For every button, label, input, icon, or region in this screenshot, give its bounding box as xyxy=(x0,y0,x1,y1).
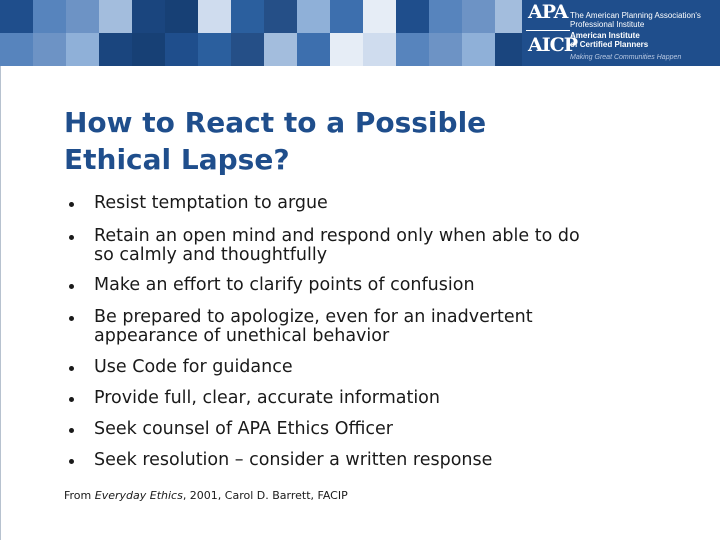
bullet-dot xyxy=(69,284,74,289)
mosaic-tile xyxy=(132,0,165,33)
mosaic-tile xyxy=(330,33,363,66)
bullet-item: Seek counsel of APA Ethics Officer xyxy=(64,420,664,439)
mosaic-tile xyxy=(297,33,330,66)
mosaic-tile xyxy=(66,33,99,66)
mosaic-tile xyxy=(132,33,165,66)
bullet-item: Use Code for guidance xyxy=(64,358,664,377)
bullet-dot xyxy=(69,397,74,402)
source-citation: From Everyday Ethics, 2001, Carol D. Barrett, FACIP xyxy=(64,489,348,502)
title-line-1: How to React to a Possible xyxy=(64,106,487,139)
bullet-dot xyxy=(69,202,74,207)
mosaic-tile xyxy=(429,33,462,66)
bullet-dot xyxy=(69,366,74,371)
mosaic-tile xyxy=(198,0,231,33)
bullet-item: Resist temptation to argue xyxy=(64,194,664,213)
left-border xyxy=(0,66,1,540)
mosaic-tile xyxy=(363,0,396,33)
apa-aicp-logo xyxy=(522,0,720,66)
mosaic-tile xyxy=(66,0,99,33)
bullet-dot xyxy=(69,235,74,240)
mosaic-tile xyxy=(363,33,396,66)
mosaic-tile xyxy=(396,0,429,33)
source-title: Everyday Ethics xyxy=(94,489,183,502)
bullet-item: Seek resolution – consider a written response xyxy=(64,451,664,470)
mosaic-tile xyxy=(264,0,297,33)
mosaic-tile xyxy=(396,33,429,66)
bullet-item: Provide full, clear, accurate information xyxy=(64,389,664,408)
mosaic-tile xyxy=(33,33,66,66)
mosaic-tile xyxy=(264,33,297,66)
bullet-item: Make an effort to clarify points of confusion xyxy=(64,276,664,295)
aicp-logo-mark: AICP xyxy=(528,34,578,56)
org-line-3: American Institute xyxy=(570,31,640,40)
mosaic-tile xyxy=(462,33,495,66)
title-line-2: Ethical Lapse? xyxy=(64,143,290,176)
org-line-2: Professional Institute xyxy=(570,20,645,29)
bullet-dot xyxy=(69,316,74,321)
mosaic-tile xyxy=(165,0,198,33)
bullet-dot xyxy=(69,428,74,433)
bullet-dot xyxy=(69,459,74,464)
tagline: Making Great Communities Happen xyxy=(570,54,682,61)
mosaic-tile xyxy=(0,33,33,66)
bullet-item: Retain an open mind and respond only when able to do so calmly and thoughtfully xyxy=(64,227,664,265)
mosaic-tile xyxy=(198,33,231,66)
org-line-1: The American Planning Association's xyxy=(570,11,701,20)
mosaic-tile xyxy=(0,0,33,33)
header-banner xyxy=(0,0,720,66)
mosaic-tile xyxy=(99,0,132,33)
mosaic-tile xyxy=(99,33,132,66)
mosaic-tile xyxy=(231,0,264,33)
mosaic-tile xyxy=(297,0,330,33)
slide-title xyxy=(64,104,624,178)
bullet-item: Be prepared to apologize, even for an inadvertent appearance of unethical behavior xyxy=(64,308,664,346)
mosaic-tile xyxy=(231,33,264,66)
mosaic-tile xyxy=(33,0,66,33)
mosaic-tile xyxy=(330,0,363,33)
mosaic-tile xyxy=(429,0,462,33)
mosaic-tile xyxy=(165,33,198,66)
apa-logo-mark: APA xyxy=(528,1,568,23)
mosaic-tile xyxy=(462,0,495,33)
logo-divider xyxy=(526,30,570,31)
org-line-4: of Certified Planners xyxy=(570,40,649,49)
